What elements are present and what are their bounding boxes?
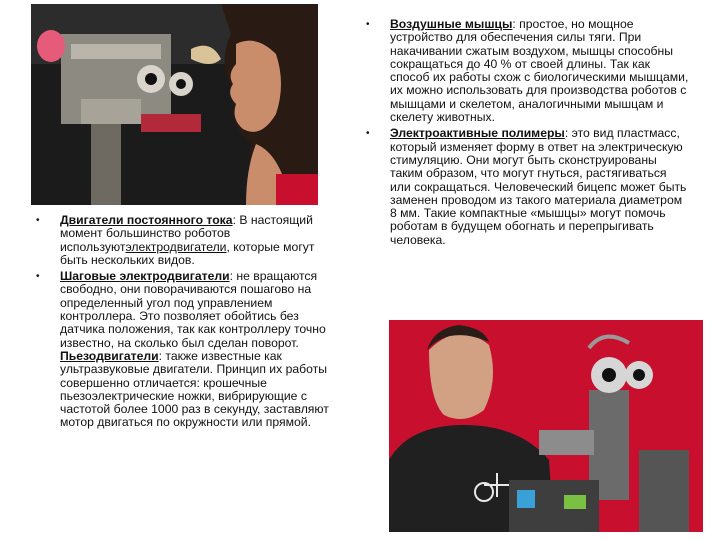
term-air-muscles: Воздушные мышцы [390,17,513,31]
man-and-robot-photo [389,320,703,532]
bullet-dot: • [36,271,40,283]
bullet-stepper-motors [30,270,335,430]
bullet-dc-motors [30,214,335,267]
term-electroactive-polymers: Электроактивные полимеры [390,126,565,141]
right-text-column [360,18,690,250]
left-text-column [30,214,335,433]
term-piezo-motors: Пьезодвигатели [60,348,159,363]
man-robot-illustration [389,320,703,532]
bullet-text: Шаговые электродвигатели: не вращаются свободно, они поворачиваются пошагово на определенный угол под управлением контроллера. Это позволяет обойтись без датчика положения, так как контроллеру точно известно, на сколько был сделан поворот. Пьезодвигатели: также известные как ультразвуковые двигатели. Принцип их работы совершенно отличается: крошечные пьезоэлектрические ножки, вибрирующие с частотой более 1000 раз в секунду, заставляют мотор двигаться по окружности или прямой. [60,269,329,430]
bullet-text: Воздушные мышцы: простое, но мощное устройство для обеспечения силы тяги. При накачивании сжатым воздухом, мышцы способны сокращаться до 40 % от своей длины. Так как способ их работы схож с биологическими мышцами, их можно использовать для производства роботов с мышцами и скелетом, аналогичными мышцам и скелету животных. [390,17,689,125]
bullet-text: Электроактивные полимеры: это вид пластмасс, который изменяет форму в ответ на электрическую стимуляцию. Они могут быть сконструированы таким образом, что могут гнуться, растягиваться или сокращаться. Человеческий бицепс может быть заменен проводом из такого материала диаметром 8 мм. Такие компактные «мышцы» могут помочь роботам в будущем обогнать и перепрыгивать человека. [390,126,687,247]
robot-woman-illustration [31,4,318,205]
bullet-dot: • [366,19,370,30]
term-dc-motors: Двигатели постоянного тока [60,213,233,227]
term-stepper-motors: Шаговые электродвигатели [60,269,230,284]
bullet-dot: • [36,215,40,226]
bullet-electroactive-polymers [360,127,690,247]
bullet-text: Двигатели постоянного тока: В настоящий момент большинство роботов используютэлектродвигатели, которые могут быть нескольких видов. [60,213,315,267]
bullet-dot: • [366,128,370,140]
underlined-electromotors: электродвигатели [125,239,227,254]
robot-and-woman-photo [31,4,318,205]
bullet-air-muscles [360,18,690,124]
